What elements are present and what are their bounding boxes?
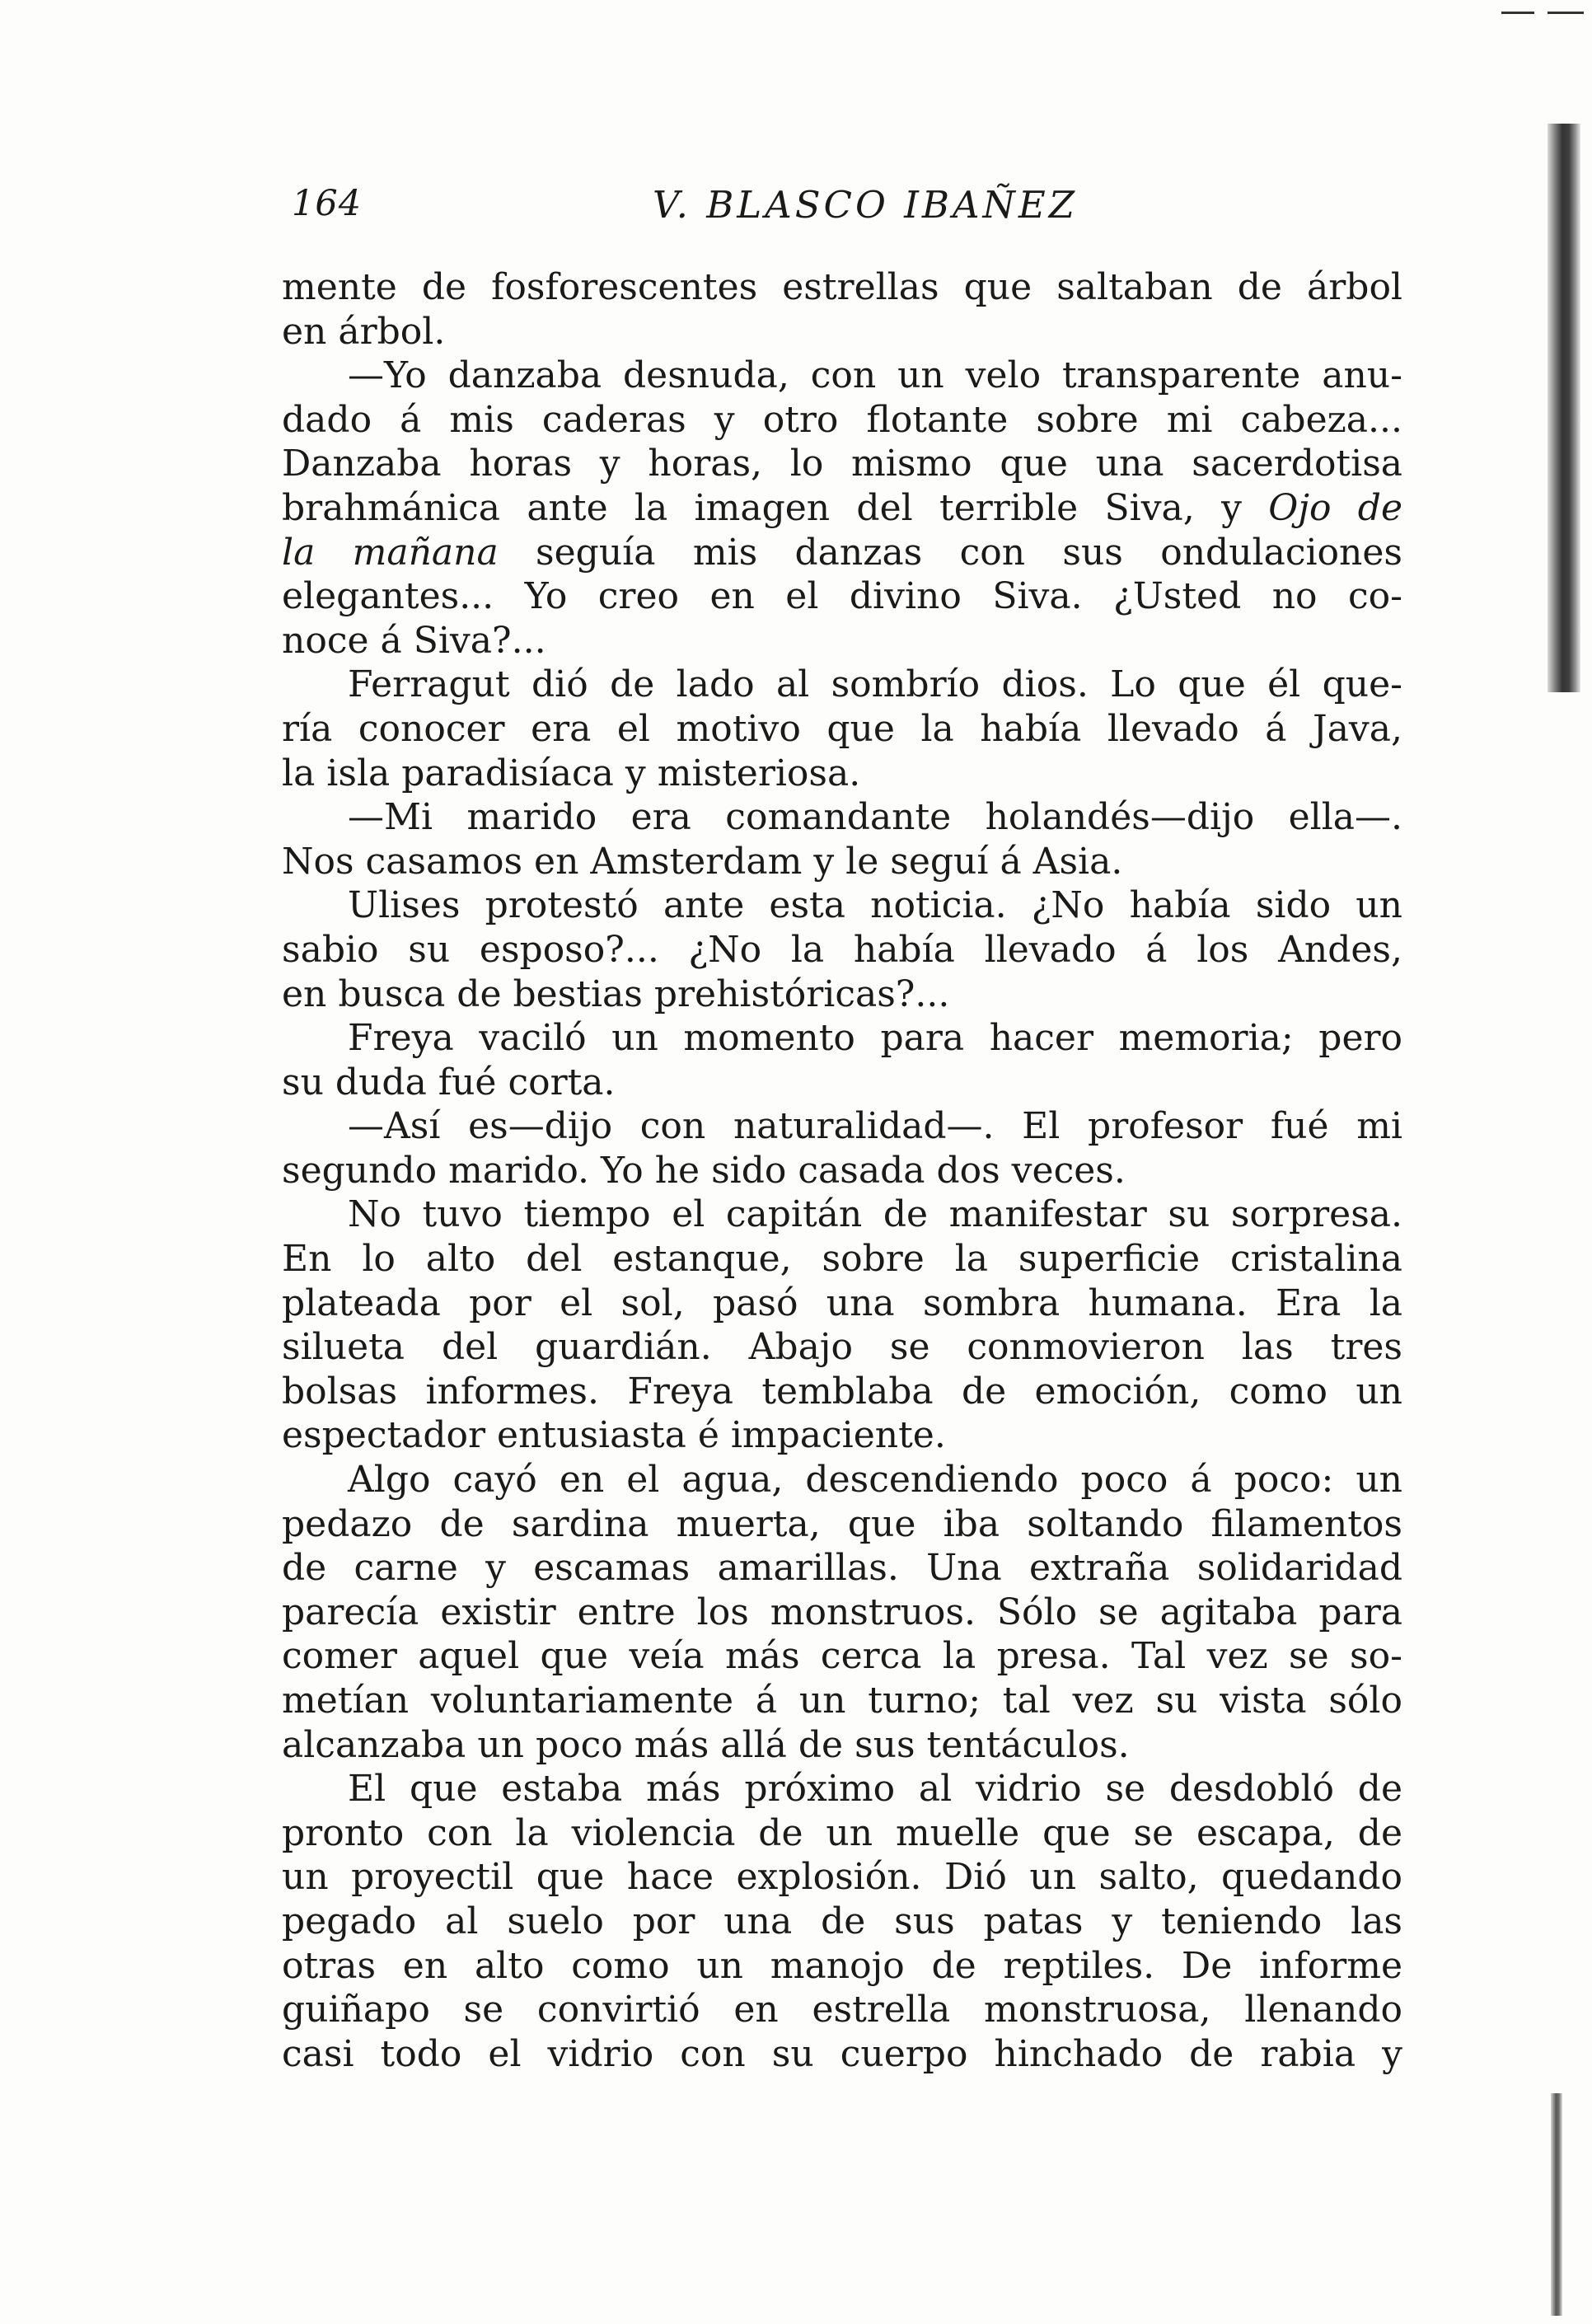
text-line: pedazo de sardina muerta, que iba soltando filamentos (282, 1502, 1402, 1545)
text-line: un proyectil que hace explosión. Dió un salto, quedando (282, 1856, 1402, 1899)
text-line: pronto con la violencia de un muelle que se escapa, de (282, 1811, 1402, 1854)
text-span: brahmánica ante la imagen del terrible Siva, y (282, 486, 1269, 529)
text-line: mente de fosforescentes estrellas que saltaban de árbol (282, 266, 1402, 308)
text-line: plateada por el sol, pasó una sombra humana. Era la (282, 1281, 1402, 1324)
text-line: alcanzaba un poco más allá de sus tentáculos. (282, 1723, 1130, 1766)
text-line: dado á mis caderas y otro flotante sobre mi cabeza... (282, 398, 1402, 441)
text-line: Algo cayó en el agua, descendiendo poco á poco: un (348, 1459, 1402, 1502)
text-line: casi todo el vidrio con su cuerpo hinchado de rabia y (282, 2032, 1402, 2075)
text-line: Danzaba horas y horas, lo mismo que una sacerdotisa (282, 443, 1402, 485)
text-line: Freya vaciló un momento para hacer memoria; pero (348, 1017, 1402, 1060)
text-line: metían voluntariamente á un turno; tal vez su vista sólo (282, 1680, 1402, 1722)
text-line: En lo alto del estanque, sobre la superficie cristalina (282, 1238, 1402, 1281)
text-line: Ulises protestó ante esta noticia. ¿No había sido un (348, 884, 1402, 927)
text-line: Ferragut dió de lado al sombrío dios. Lo que él que- (348, 663, 1402, 706)
text-line: parecía existir entre los monstruos. Sólo se agitaba para (282, 1591, 1402, 1633)
text-line: espectador entusiasta é impaciente. (282, 1414, 946, 1457)
text-line: noce á Siva?... (282, 619, 546, 662)
text-line: sabio su esposo?... ¿No la había llevado á los Andes, (282, 928, 1402, 971)
text-line: ría conocer era el motivo que la había llevado á Java, (282, 707, 1402, 750)
text-line: segundo marido. Yo he sido casada dos veces. (282, 1149, 1126, 1192)
page-number: 164 (292, 183, 363, 224)
text-line: El que estaba más próximo al vidrio se desdobló de (348, 1768, 1402, 1811)
text-line: en busca de bestias prehistóricas?... (282, 972, 950, 1015)
scan-mark (1548, 12, 1584, 14)
text-line: en árbol. (282, 310, 446, 353)
text-line: su duda fué corta. (282, 1061, 616, 1103)
text-line: otras en alto como un manojo de reptiles. De informe (282, 1944, 1402, 1987)
italic-title: la mañana (282, 531, 499, 574)
body-text (282, 265, 1402, 2076)
running-head: V. BLASCO IBAÑEZ (653, 183, 1078, 227)
text-line: —Así es—dijo con naturalidad—. El profesor fué mi (348, 1105, 1402, 1148)
text-line: de carne y escamas amarillas. Una extraña solidaridad (282, 1547, 1402, 1590)
scan-mark (1501, 12, 1534, 14)
text-line: guiñapo se convirtió en estrella monstruosa, llenando (282, 1989, 1402, 2031)
page-header (288, 183, 1409, 232)
text-line: pegado al suelo por una de sus patas y teniendo las (282, 1900, 1402, 1942)
text-line: Nos casamos en Amsterdam y le seguí á Asia. (282, 840, 1123, 883)
text-line: la isla paradisíaca y misteriosa. (282, 752, 861, 794)
binding-shadow (1548, 124, 1580, 692)
text-line (282, 486, 1402, 531)
scan-edge-marks (1477, 0, 1592, 25)
text-line (282, 531, 1402, 575)
text-line: elegantes... Yo creo en el divino Siva. ¿Usted no co- (282, 575, 1402, 618)
text-line: —Mi marido era comandante holandés—dijo ella—. (348, 796, 1402, 839)
text-span: seguía mis danzas con sus ondulaciones (498, 531, 1402, 574)
text-line: comer aquel que veía más cerca la presa. Tal vez se so- (282, 1635, 1402, 1678)
text-line: —Yo danzaba desnuda, con un velo transparente anu- (348, 354, 1402, 397)
text-line: No tuvo tiempo el capitán de manifestar su sorpresa. (348, 1193, 1402, 1236)
italic-title: Ojo de (1268, 486, 1402, 529)
text-line: bolsas informes. Freya temblaba de emoción, como un (282, 1370, 1402, 1413)
binding-shadow-lower (1551, 2093, 1562, 2316)
text-line: silueta del guardián. Abajo se conmovieron las tres (282, 1326, 1402, 1369)
